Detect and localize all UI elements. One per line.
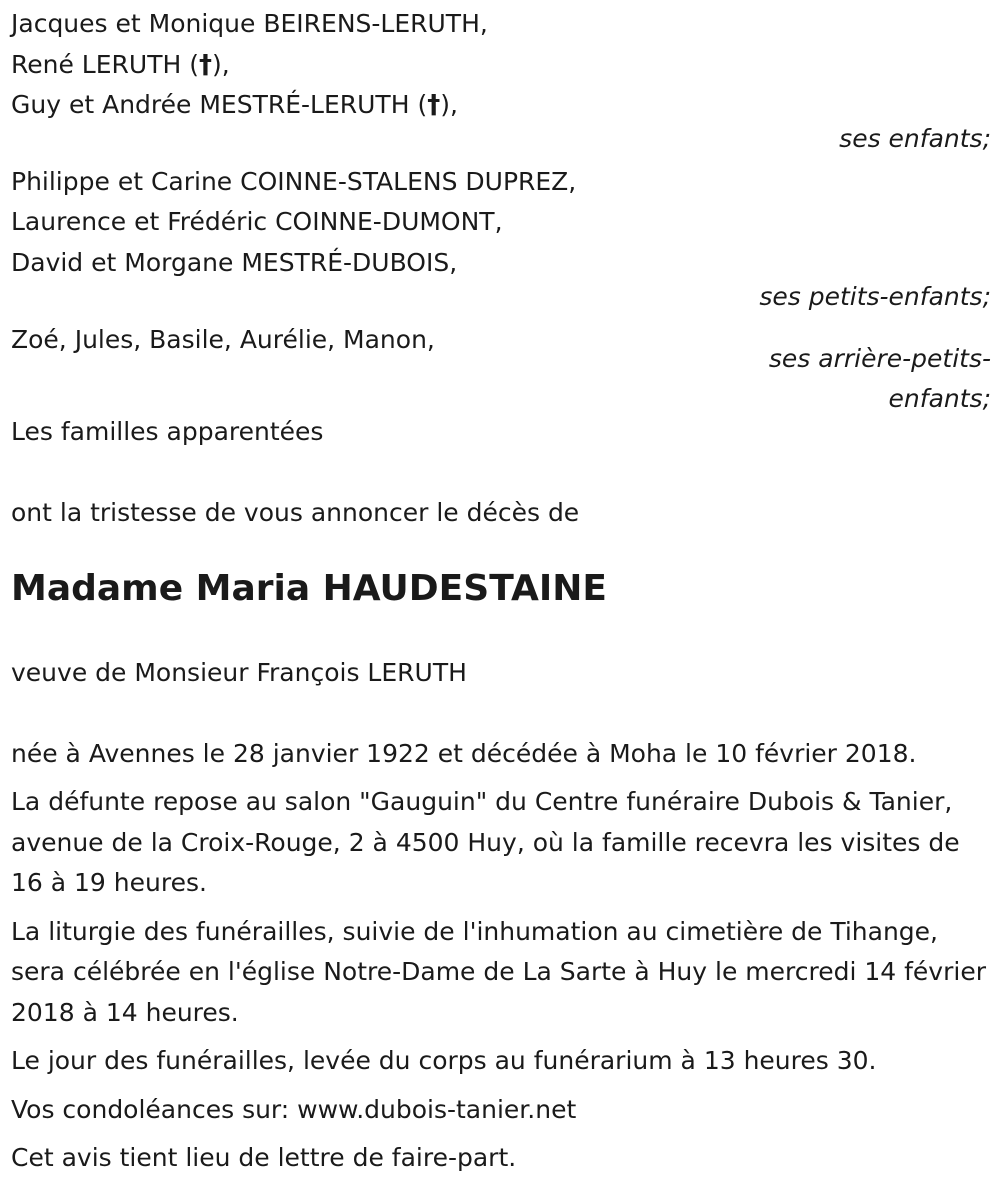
children-section [11, 4, 991, 159]
paragraph: Le jour des funérailles, levée du corps au funérarium à 13 heures 30. [11, 1046, 877, 1075]
child-name: René LERUTH ( [11, 49, 199, 79]
cross-icon: † [198, 49, 212, 80]
great-grandchild-line: Zoé, Jules, Basile, Aurélie, Manon, [11, 325, 435, 354]
child-name: Guy et Andrée MESTRÉ-LERUTH ( [11, 90, 428, 119]
deceased-name: Madame Maria HAUDESTAINE [11, 568, 607, 609]
children-role: ses enfants; [839, 123, 991, 153]
related-families: Les familles apparentées [11, 417, 324, 446]
grandchildren-role: ses petits-enfants; [759, 282, 991, 311]
child-line [11, 45, 991, 86]
child-line-suffix: ), [211, 49, 230, 79]
paragraph: La défunte repose au salon "Gauguin" du Centre funéraire Dubois & Tanier, avenue de la Croix-Rouge, 2 à 4500 Huy, où la famille recevra les visites de 16 à 19 heures. [11, 787, 960, 897]
paragraph: La liturgie des funérailles, suivie de l'inhumation au cimetière de Tihange, sera célébrée en l'église Notre-Dame de La Sarte à Huy le mercredi 14 février 2018 à 14 heures. [11, 916, 986, 1027]
spouse-line: veuve de Monsieur François LERUTH [11, 658, 467, 687]
grandchild-line: Laurence et Frédéric COINNE-DUMONT, [11, 207, 503, 236]
grandchild-line: David et Morgane MESTRÉ-DUBOIS, [11, 247, 458, 277]
obituary-notice [11, 4, 991, 1179]
cross-icon: † [427, 90, 441, 120]
condolences-line: Vos condoléances sur: www.dubois-tanier.net [11, 1094, 577, 1124]
announcement-text: ont la tristesse de vous annoncer le décès de [11, 497, 580, 527]
great-grandchildren-role-2: enfants; [888, 384, 991, 413]
child-line-suffix: ), [440, 90, 458, 119]
birth-death-line: née à Avennes le 28 janvier 1922 et décédée à Moha le 10 février 2018. [11, 738, 917, 768]
child-line: Jacques et Monique BEIRENS-LERUTH, [11, 9, 488, 38]
great-grandchildren-section [11, 320, 991, 423]
grandchildren-section [11, 162, 991, 318]
closing-line: Cet avis tient lieu de lettre de faire-part. [11, 1143, 517, 1172]
grandchild-line: Philippe et Carine COINNE-STALENS DUPREZ, [11, 166, 577, 196]
great-grandchildren-role-1: ses arrière-petits- [768, 344, 991, 373]
